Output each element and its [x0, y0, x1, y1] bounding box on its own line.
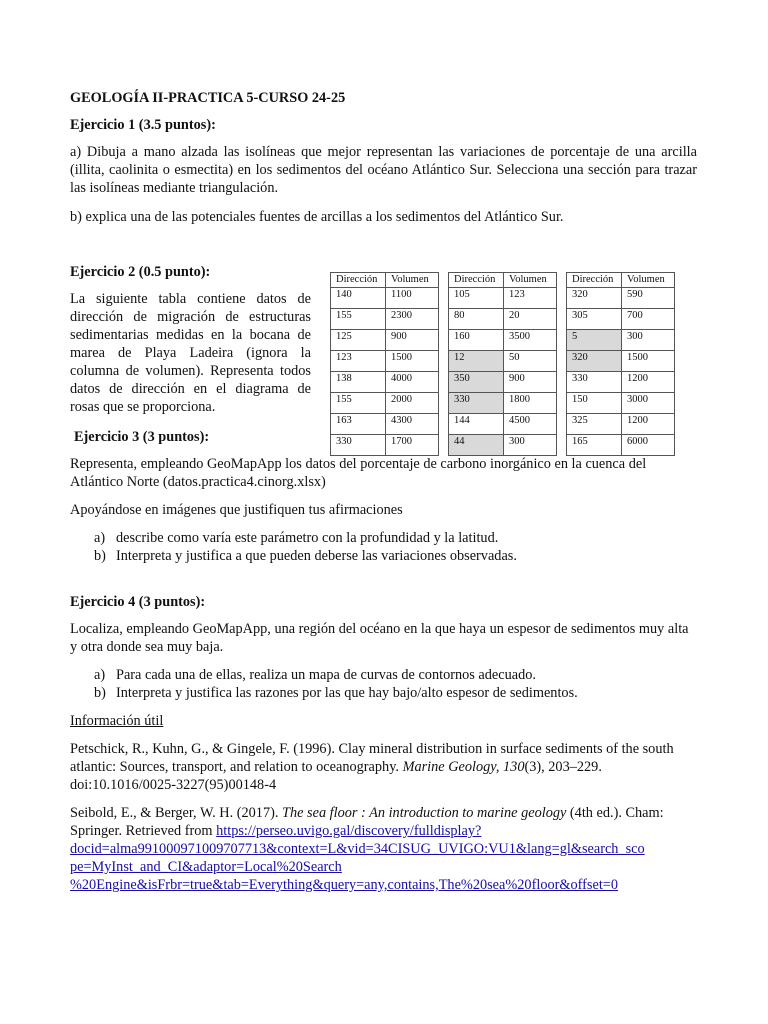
ej1-part-a: a) Dibuja a mano alzada las isolíneas que mejor representan las variaciones de porcentaje de una arcilla (illita, caolinita o esmectita) en los sedimentos del océano Atlántico Sur. Selecciona una sección para trazar las isolíneas mediante triangulación. [70, 144, 697, 196]
table-row [449, 393, 557, 414]
table-row [567, 309, 675, 330]
table-row [331, 309, 439, 330]
ej3-lead: Apoyándose en imágenes que justifiquen tus afirmaciones [70, 502, 403, 518]
list-item [70, 529, 697, 547]
table-row [331, 414, 439, 435]
cell-direction: 138 [331, 372, 386, 393]
table-row [567, 288, 675, 309]
cell-direction: 44 [449, 435, 504, 456]
cell-volume: 6000 [622, 435, 675, 456]
cell-volume: 1500 [386, 351, 439, 372]
table-row [449, 435, 557, 456]
direction-table-1 [330, 272, 439, 456]
list-label: b) [94, 685, 106, 701]
list-item [70, 684, 697, 702]
cell-volume: 3000 [622, 393, 675, 414]
list-item [70, 547, 697, 565]
list-label: b) [94, 548, 106, 564]
ref1-details: (3), 203–229. doi:10.1016/0025-3227(95)00148-4 [70, 759, 602, 793]
ref2-text: Seibold, E., & Berger, W. H. (2017). [70, 805, 283, 821]
ej3-heading: Ejercicio 3 (3 puntos): [74, 429, 210, 445]
ej2-heading: Ejercicio 2 (0.5 punto): [70, 264, 211, 280]
list-text: describe como varía este parámetro con la profundidad y la latitud. [116, 530, 499, 546]
reference-2 [70, 804, 710, 894]
table-row [567, 372, 675, 393]
table-row [331, 351, 439, 372]
ref1-journal: Marine Geology, 130 [402, 759, 525, 775]
ref1-text: Petschick, R., Kuhn, G., & Gingele, F. (1996). Clay mineral distribution in surface sediments of the south atlantic: Sources, transport, and relation to oceanography. [70, 741, 674, 775]
cell-direction: 320 [567, 288, 622, 309]
cell-volume: 4000 [386, 372, 439, 393]
table-row [331, 330, 439, 351]
cell-volume: 700 [622, 309, 675, 330]
cell-volume: 1100 [386, 288, 439, 309]
cell-direction: 305 [567, 309, 622, 330]
info-heading: Información útil [70, 713, 164, 729]
cell-volume: 1700 [386, 435, 439, 456]
cell-volume: 300 [504, 435, 557, 456]
list-text: Para cada una de ellas, realiza un mapa de curvas de contornos adecuado. [116, 667, 536, 683]
list-item [70, 666, 697, 684]
cell-direction: 150 [567, 393, 622, 414]
table-row [331, 288, 439, 309]
cell-direction: 144 [449, 414, 504, 435]
table-header: Volumen [386, 273, 439, 288]
table-row [449, 288, 557, 309]
cell-direction: 5 [567, 330, 622, 351]
cell-volume: 50 [504, 351, 557, 372]
cell-direction: 125 [331, 330, 386, 351]
ej2-text: La siguiente tabla contiene datos de dirección de migración de estructuras sedimentarias medidas en la bocana de marea de Playa Ladeira (ignora la columna de volumen). Representa todos datos de dirección en el diagrama de rosas que se proporciona. [70, 291, 311, 415]
list-label: a) [94, 667, 106, 683]
direction-table-3 [566, 272, 675, 456]
cell-direction: 330 [449, 393, 504, 414]
cell-direction: 350 [449, 372, 504, 393]
cell-direction: 155 [331, 393, 386, 414]
cell-direction: 105 [449, 288, 504, 309]
cell-volume: 300 [622, 330, 675, 351]
list-text: Interpreta y justifica las razones por las que hay bajo/alto espesor de sedimentos. [116, 685, 578, 701]
cell-direction: 140 [331, 288, 386, 309]
table-row [567, 435, 675, 456]
cell-direction: 12 [449, 351, 504, 372]
cell-volume: 900 [504, 372, 557, 393]
cell-direction: 325 [567, 414, 622, 435]
ref2-url-part[interactable]: docid=alma991000971009707713&context=L&vid=34CISUG_UVIGO:VU1&lang=gl&search_sco [70, 841, 645, 857]
page-title: GEOLOGÍA II-PRACTICA 5-CURSO 24-25 [70, 90, 346, 106]
cell-direction: 155 [331, 309, 386, 330]
cell-volume: 900 [386, 330, 439, 351]
table-row [567, 330, 675, 351]
cell-volume: 4300 [386, 414, 439, 435]
cell-direction: 163 [331, 414, 386, 435]
ej4-heading: Ejercicio 4 (3 puntos): [70, 594, 206, 610]
table-header: Volumen [622, 273, 675, 288]
table-header: Dirección [331, 273, 386, 288]
list-label: a) [94, 530, 106, 546]
cell-direction: 123 [331, 351, 386, 372]
table-row [567, 351, 675, 372]
ej4-list [70, 666, 697, 702]
cell-direction: 165 [567, 435, 622, 456]
cell-direction: 80 [449, 309, 504, 330]
cell-volume: 1800 [504, 393, 557, 414]
ej1-part-b: b) explica una de las potenciales fuentes de arcillas a los sedimentos del Atlántico Sur. [70, 209, 564, 225]
cell-direction: 320 [567, 351, 622, 372]
table-row [331, 393, 439, 414]
table-row [449, 351, 557, 372]
ej1-heading: Ejercicio 1 (3.5 puntos): [70, 117, 216, 133]
ej3-list [70, 529, 697, 565]
direction-table-2 [448, 272, 557, 456]
cell-direction: 330 [331, 435, 386, 456]
cell-direction: 160 [449, 330, 504, 351]
table-row [567, 393, 675, 414]
ref2-details: (4th ed.). Cham: Springer. Retrieved from [70, 805, 664, 839]
ref2-url-part[interactable]: pe=MyInst_and_CI&adaptor=Local%20Search [70, 859, 342, 875]
ref2-book: The sea floor : An introduction to marine geology [282, 805, 567, 821]
table-header: Volumen [504, 273, 557, 288]
table-header: Dirección [449, 273, 504, 288]
cell-volume: 3500 [504, 330, 557, 351]
table-row [449, 372, 557, 393]
cell-volume: 1500 [622, 351, 675, 372]
ej4-intro: Localiza, empleando GeoMapApp, una región del océano en la que haya un espesor de sedimentos muy alta y otra donde sea muy baja. [70, 621, 689, 655]
cell-volume: 123 [504, 288, 557, 309]
table-row [449, 414, 557, 435]
ej3-intro: Representa, empleando GeoMapApp los datos del porcentaje de carbono inorgánico en la cuenca del Atlántico Norte (datos.practica4.cinorg.xlsx) [70, 456, 647, 490]
table-header: Dirección [567, 273, 622, 288]
ref2-url-part[interactable]: https://perseo.uvigo.gal/discovery/fulldisplay? [216, 823, 482, 839]
cell-direction: 330 [567, 372, 622, 393]
list-text: Interpreta y justifica a que pueden deberse las variaciones observadas. [116, 548, 517, 564]
table-row [567, 414, 675, 435]
table-row [449, 309, 557, 330]
reference-1 [70, 740, 697, 794]
table-row [331, 372, 439, 393]
cell-volume: 590 [622, 288, 675, 309]
cell-volume: 2300 [386, 309, 439, 330]
table-row [331, 435, 439, 456]
cell-volume: 4500 [504, 414, 557, 435]
ref2-url-part[interactable]: %20Engine&isFrbr=true&tab=Everything&query=any,contains,The%20sea%20floor&offset=0 [70, 877, 619, 893]
cell-volume: 1200 [622, 372, 675, 393]
cell-volume: 1200 [622, 414, 675, 435]
table-row [449, 330, 557, 351]
cell-volume: 2000 [386, 393, 439, 414]
cell-volume: 20 [504, 309, 557, 330]
